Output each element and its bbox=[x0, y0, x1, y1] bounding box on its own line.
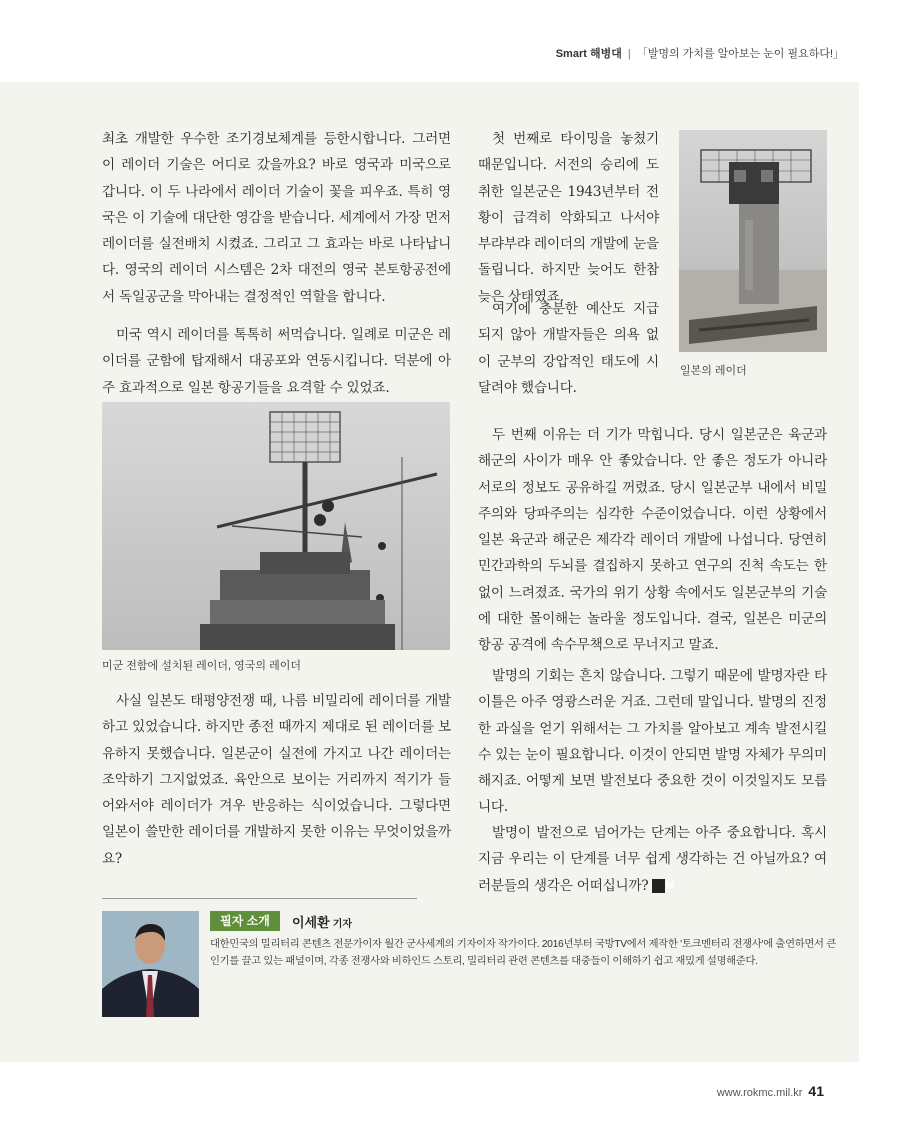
right-top-paragraph-1: 첫 번째로 타이밍을 놓쳤기 때문입니다. 서전의 승리에 도취한 일본군은 1943년부터 전황이 급격히 악화되고 나서야 부랴부랴 레이더의 개발에 눈을 돌립니다. 하지만 늦어도 한참 늦은 상태였죠. bbox=[478, 131, 659, 305]
right-paragraph-1: 두 번째 이유는 더 기가 막힙니다. 당시 일본군은 육군과 해군의 사이가 매우 안 좋았습니다. 안 좋은 정도가 아니라 서로의 정보도 공유하길 꺼렸죠. 당시 일본군부 내에서 비밀주의와 당파주의는 심각한 수준이었습니다. 이런 상황에서 일본 육군과 해군은 제각각 레이더 개발에 나섭니다. 당연히 민간과학의 두뇌를 결집하지 못하고 연구의 진척 속도는 한없이 느려졌죠. 국가의 위기 상황 속에서도 일본군부의 기술에 대한 몰이해는 놀라울 정도입니다. 결국, 일본은 미군의 항공 공격에 속수무책으로 무너지고 말죠. bbox=[478, 427, 827, 654]
page-footer bbox=[717, 1083, 824, 1099]
left-paragraph-3: 사실 일본도 태평양전쟁 때, 나름 비밀리에 레이더를 개발하고 있었습니다. 하지만 종전 때까지 제대로 된 레이더를 보유하지 못했습니다. 일본군이 실전에 가지고 나간 레이더는 조악하기 그지없었죠. 육안으로 보이는 거리까지 적기가 들어와서야 레이더가 겨우 반응하는 식이었습니다. 그렇다면 일본이 쓸만한 레이더를 개발하지 못한 이유는 무엇이었을까요? bbox=[102, 693, 451, 867]
right-paragraph-3 bbox=[478, 820, 827, 899]
warship-radar-photo bbox=[102, 402, 450, 650]
footer-url: www.rokmc.mil.kr bbox=[716, 1087, 803, 1099]
header-separator: | bbox=[627, 48, 631, 60]
left-paragraph-1: 최초 개발한 우수한 조기경보체계를 등한시합니다. 그러면 이 레이더 기술은 어디로 갔을까요? 바로 영국과 미국으로 갑니다. 이 두 나라에서 레이더 기술이 꽃을 피우죠. 특히 영국은 이 기술에 대단한 영감을 받습니다. 세계에서 가장 먼저 레이더를 실전배치 시켰죠. 그리고 그 효과는 바로 나타납니다. 영국의 레이더 시스템은 2차 대전의 영국 본토항공전에서 독일공군을 막아내는 결정적인 역할을 합니다. bbox=[102, 131, 451, 305]
right-paragraph-2: 발명의 기회는 흔치 않습니다. 그렇기 때문에 발명자란 타이틀은 아주 영광스러운 거죠. 그런데 말입니다. 발명의 진정한 과실을 얻기 위해서는 그 가치를 알아보고 계속 발전시킬 수 있는 눈이 필요합니다. 이것이 안되면 발명 자체가 무의미해지죠. 어떻게 보면 발전보다 중요한 것이 이것일지도 모릅니다. bbox=[478, 668, 827, 816]
warship-radar-caption: 미군 전함에 설치된 레이더, 영국의 레이더 bbox=[102, 660, 301, 672]
right-paragraph-3-text: 발명이 발전으로 넘어가는 단계는 아주 중요합니다. 혹시 지금 우리는 이 단계를 너무 쉽게 생각하는 건 아닐까요? 여러분들의 생각은 어떠십니까? bbox=[478, 825, 827, 894]
page-number: 41 bbox=[808, 1083, 824, 1099]
magazine-end-mark: M bbox=[652, 879, 665, 893]
japanese-radar-photo bbox=[679, 130, 827, 352]
japanese-radar-caption: 일본의 레이더 bbox=[680, 365, 747, 377]
author-name-line bbox=[292, 912, 352, 931]
right-top-paragraph-2: 여기에 충분한 예산도 지급되지 않아 개발자들은 의욕 없이 군부의 강압적인 태도에 시달려야 했습니다. bbox=[478, 301, 659, 396]
header-section: Smart 해병대 bbox=[555, 48, 622, 60]
page-header bbox=[556, 45, 844, 61]
author-avatar bbox=[102, 911, 199, 1017]
author-intro-tag: 필자 소개 bbox=[210, 911, 280, 931]
left-paragraph-2: 미국 역시 레이더를 톡톡히 써먹습니다. 일례로 미군은 레이더를 군함에 탑재해서 대공포와 연동시킵니다. 덕분에 아주 효과적으로 일본 항공기들을 요격할 수 있었죠. bbox=[102, 327, 451, 396]
author-bio: 대한민국의 밀리터리 콘텐츠 전문가이자 월간 군사세계의 기자이자 작가이다. 2016년부터 국방TV에서 제작한 '토크멘터리 전쟁사'에 출연하면서 큰 인기를 끌고 있는 패널이며, 각종 전쟁사와 비하인드 스토리, 밀리터리 관련 콘텐츠를 대중들이 이해하기 쉽고 재밌게 설명해준다. bbox=[210, 939, 836, 967]
author-role: 기자 bbox=[332, 919, 353, 930]
header-title: 「발명의 가치를 알아보는 눈이 필요하다!」 bbox=[636, 48, 844, 60]
author-divider bbox=[102, 898, 417, 899]
author-name: 이세환 bbox=[292, 915, 330, 930]
